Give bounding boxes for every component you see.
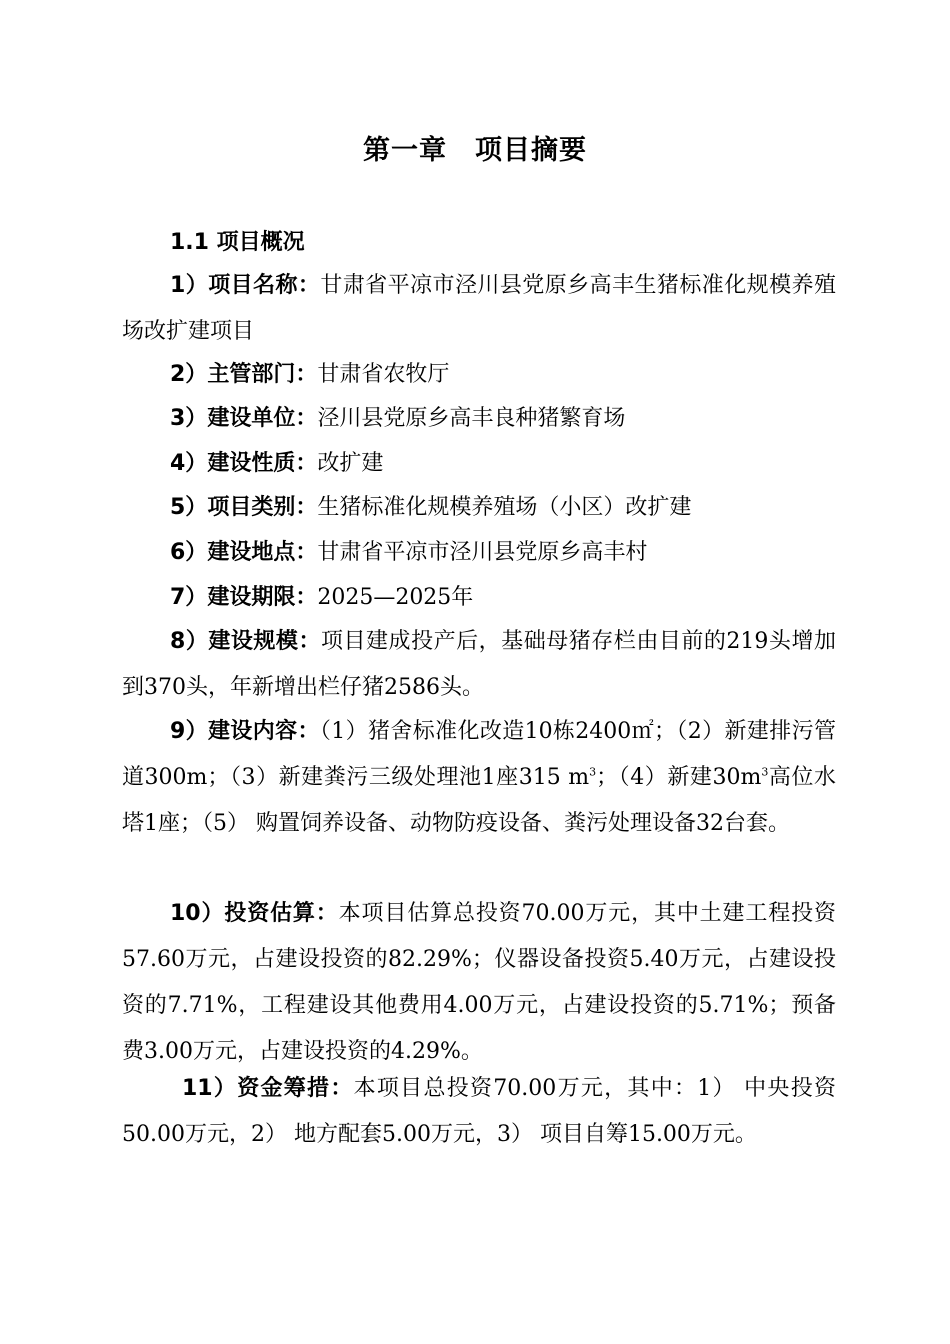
item-value: 本项目估算总投资70.00万元，其中土建工程投资57.60万元，占建设投资的82.29%；仪器设备投资5.40万元，占建设投资的7.71%，工程建设其他费用4.00万元，占建设投资的5.71%；预备费3.00万元，占建设投资的4.29%。 <box>122 901 836 1064</box>
item-period <box>122 575 836 621</box>
item-number: 7） <box>170 585 208 610</box>
item-nature <box>122 441 836 487</box>
item-value-part: 高位水塔1座；（5） 购置饲养设备、动物防疫设备、粪污处理设备32台套。 <box>122 765 836 836</box>
item-label: 建设规模： <box>208 629 321 654</box>
item-investment <box>122 891 836 1075</box>
item-value: 甘肃省平凉市泾川县党原乡高丰生猪标准化规模养殖场改扩建项目 <box>122 273 836 344</box>
item-location <box>122 530 836 576</box>
item-label: 项目名称： <box>208 273 321 298</box>
item-label: 建设单位： <box>207 406 318 431</box>
superscript: 3 <box>589 765 597 779</box>
item-value: 2025—2025年 <box>317 585 474 610</box>
item-number: 9） <box>170 719 209 744</box>
item-scale <box>122 619 836 711</box>
item-number: 5） <box>170 495 208 520</box>
item-number: 3） <box>170 406 208 431</box>
item-number: 11） <box>182 1076 238 1101</box>
item-content <box>122 709 836 847</box>
item-number: 10） <box>170 901 225 926</box>
item-label: 建设期限： <box>207 585 318 610</box>
item-value: 甘肃省平凉市泾川县党原乡高丰村 <box>317 540 648 565</box>
superscript: 3 <box>761 765 769 779</box>
item-authority <box>122 352 836 398</box>
item-label: 资金筹措： <box>237 1076 354 1101</box>
item-value: 改扩建 <box>317 451 384 476</box>
item-value: 甘肃省农牧厅 <box>317 362 450 387</box>
item-label: 项目类别： <box>207 495 318 520</box>
item-value-part: ；（4）新建30m <box>596 765 762 790</box>
item-funding <box>122 1066 836 1158</box>
item-number: 8） <box>170 629 209 654</box>
chapter-title: 第一章 项目摘要 <box>363 135 587 166</box>
item-label: 建设地点： <box>207 540 318 565</box>
item-number: 2） <box>170 362 208 387</box>
item-label: 建设内容： <box>208 719 320 744</box>
item-value-part: （1）猪舍标准化改造10栋2400㎡；（2）新建排污管道300m；（3）新建粪污三级处理池1座315 m <box>122 719 836 790</box>
section-heading: 1.1 项目概况 <box>170 230 305 255</box>
item-label: 建设性质： <box>207 451 318 476</box>
item-label: 投资估算： <box>224 901 339 926</box>
item-number: 4） <box>170 451 208 476</box>
item-value: 项目建成投产后，基础母猪存栏由目前的219头增加到370头，年新增出栏仔猪2586头。 <box>122 629 836 700</box>
item-category <box>122 485 836 531</box>
item-project-name <box>122 263 836 355</box>
item-builder <box>122 396 836 442</box>
item-label: 主管部门： <box>207 362 318 387</box>
item-value: 本项目总投资70.00万元，其中：1） 中央投资50.00万元，2） 地方配套5.00万元，3） 项目自筹15.00万元。 <box>122 1076 836 1147</box>
item-number: 6） <box>170 540 208 565</box>
item-number: 1） <box>170 273 209 298</box>
item-value: 生猪标准化规模养殖场（小区）改扩建 <box>317 495 692 520</box>
item-value: 泾川县党原乡高丰良种猪繁育场 <box>317 406 626 431</box>
